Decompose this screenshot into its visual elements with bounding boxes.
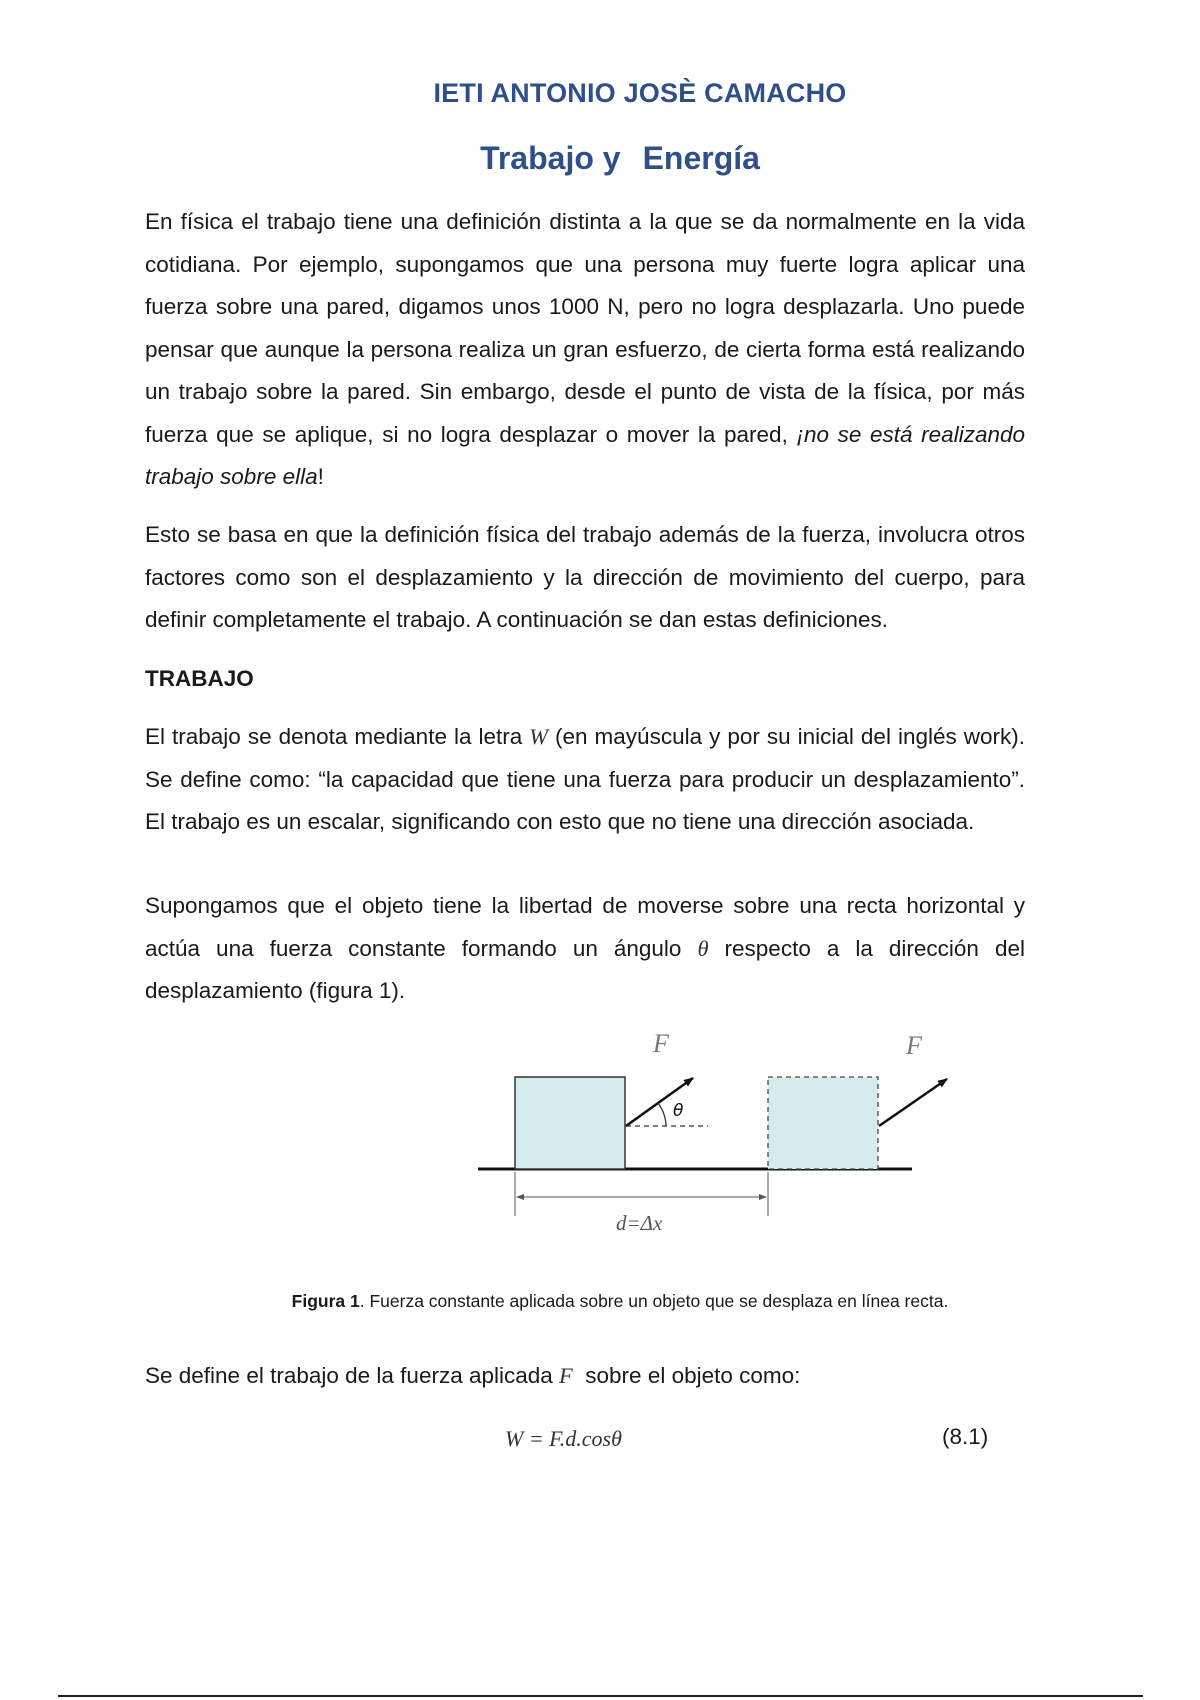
definition-sentence: [145, 1363, 800, 1389]
force-symbol: F: [559, 1363, 573, 1388]
intro-p1-text: En física el trabajo tiene una definición distinta a la que se da normalmente en la vida cotidiana. Por ejemplo, supongamos que una persona muy fuerte logra aplicar una fuerza sobre una pared, digamos unos 1000 N, pero no logra desplazarla. Uno puede pensar que aunque la persona realiza un gran esfuerzo, de cierta forma está realizando un trabajo sobre la pared. Sin embargo, desde el punto de vista de la física, por más fuerza que se aplique, si no logra desplazar o mover la pared,: [145, 209, 1025, 447]
section-paragraph-1: [145, 716, 1025, 844]
footer-rule: [58, 1695, 1143, 1697]
caption-label: Figura 1: [291, 1291, 360, 1311]
definition-text-b: sobre el objeto como:: [572, 1363, 801, 1388]
work-symbol: W: [529, 724, 549, 749]
work-equation: W = F.d.cosθ: [505, 1426, 622, 1451]
figure-1-diagram: [470, 1020, 950, 1240]
definition-text-a: Se define el trabajo de la fuerza aplicada: [145, 1363, 560, 1388]
angle-arc: [658, 1103, 666, 1126]
dimension-arrow-right: [759, 1194, 767, 1200]
equation-number: (8.1): [942, 1424, 989, 1449]
section-heading: TRABAJO: [145, 666, 254, 691]
section-p3-a: El trabajo se denota mediante la letra: [145, 724, 530, 749]
force-label-left: F: [653, 1029, 669, 1058]
section-paragraph-2: [145, 885, 1025, 1013]
intro-paragraph-1: [145, 201, 1025, 499]
section-p4-b: respecto a la dirección del desplazamiento (figura 1).: [145, 935, 1025, 1003]
displacement-label: d=Δx: [616, 1211, 663, 1235]
figure-caption: [0, 1291, 1200, 1312]
title-part-2: Energía: [642, 140, 760, 176]
intro-p1-end: !: [317, 464, 324, 489]
page-title: [0, 140, 1200, 177]
force-label-right: F: [906, 1031, 922, 1060]
intro-p2-text: Esto se basa en que la definición física del trabajo además de la fuerza, involucra otros factores como son el desplazamiento y la dirección de movimiento del cuerpo, para definir completamente el trabajo. A continuación se dan estas definiciones.: [145, 522, 1025, 632]
section-p4-a: Supongamos que el objeto tiene la libertad de moverse sobre una recta horizontal y actúa una fuerza constante formando un ángulo: [145, 893, 1025, 961]
initial-box: [515, 1077, 625, 1169]
dimension-arrow-left: [516, 1194, 524, 1200]
theta-symbol: θ: [697, 935, 709, 961]
intro-p1-italic: ¡no se está realizando trabajo sobre ella: [145, 421, 1026, 489]
section-p3-b: (en mayúscula y por su inicial del inglés work). Se define como: “la capacidad que tiene una fuerza para producir un desplazamiento”. El trabajo es un escalar, significando con esto que no tiene una dirección asociada.: [145, 724, 1025, 834]
intro-paragraph-2: [145, 514, 1025, 642]
title-part-1: Trabajo y: [480, 140, 621, 176]
figure-1: [470, 1020, 950, 1240]
caption-text: . Fuerza constante aplicada sobre un objeto que se desplaza en línea recta.: [359, 1291, 949, 1311]
angle-label: θ: [673, 1101, 684, 1121]
force-arrow-right: [879, 1079, 947, 1126]
final-box: [768, 1077, 878, 1169]
school-name: IETI ANTONIO JOSÈ CAMACHO: [433, 78, 847, 108]
